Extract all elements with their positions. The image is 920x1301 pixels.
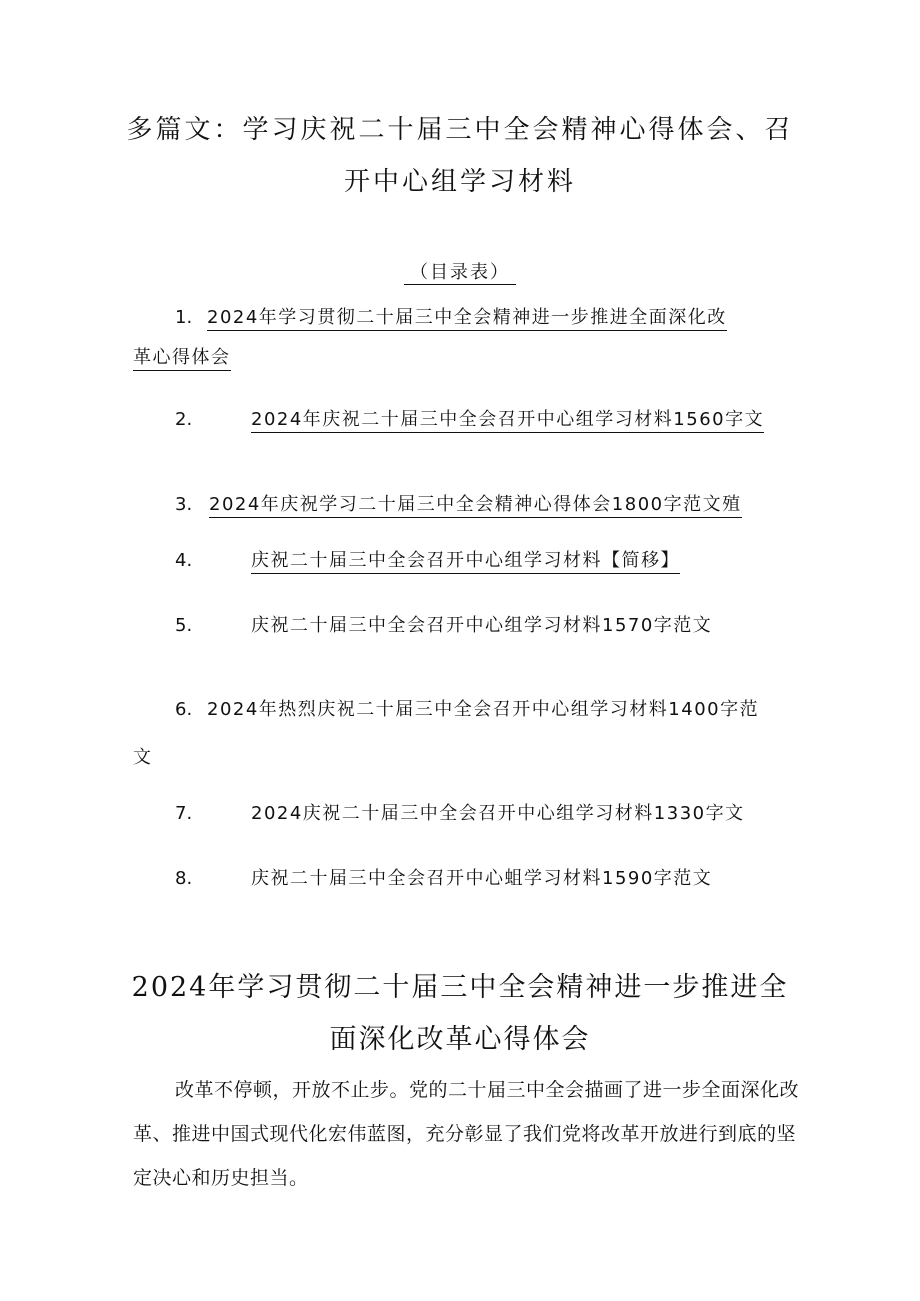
toc-item-number: 7.: [175, 803, 193, 824]
toc-item-title: 庆祝二十届三中全会召开中心蛆学习材料1590字范文: [251, 868, 713, 889]
document-title: [120, 104, 800, 208]
toc-item-number: 5.: [175, 615, 193, 636]
toc-item-title[interactable]: 庆祝二十届三中全会召开中心组学习材料【简移】: [251, 550, 680, 574]
toc-item-5: [133, 604, 793, 648]
toc-item-2[interactable]: [133, 398, 793, 442]
toc-heading-text: （目录表）: [404, 262, 516, 285]
article-title: [110, 962, 810, 1066]
toc-item-8: [133, 857, 793, 901]
toc-item-number: 2.: [175, 409, 193, 430]
article-title-line-1: 2024年学习贯彻二十届三中全会精神进一步推进全: [131, 972, 789, 1003]
toc-item-1[interactable]: [133, 296, 793, 380]
toc-item-7: [133, 792, 793, 836]
toc-item-number: 3.: [175, 494, 193, 515]
toc-item-3[interactable]: [133, 483, 793, 527]
toc-item-number: 4.: [175, 550, 193, 571]
toc-item-number: 6.: [175, 699, 193, 720]
toc-item-4[interactable]: [133, 539, 793, 583]
toc-item-6: [133, 688, 793, 780]
document-title-line-2: 开中心组学习材料: [343, 167, 576, 197]
toc-item-title: 2024年热烈庆祝二十届三中全会召开中心组学习材料1400字范: [207, 699, 760, 720]
toc-item-title[interactable]: 2024年庆祝学习二十届三中全会精神心得体会1800字范文殖: [209, 494, 742, 518]
document-title-line-1: 多篇文：学习庆祝二十届三中全会精神心得体会、召: [126, 115, 794, 145]
toc-item-title[interactable]: 2024年庆祝二十届三中全会召开中心组学习材料1560字文: [251, 409, 764, 433]
article-paragraph: 改革不停顿，开放不止步。党的二十届三中全会描画了进一步全面深化改革、推进中国式现代化宏伟蓝图，充分彰显了我们党将改革开放进行到底的坚定决心和历史担当。: [133, 1079, 800, 1189]
toc-item-title-continued[interactable]: 革心得体会: [133, 347, 231, 371]
toc-item-title: 2024庆祝二十届三中全会召开中心组学习材料1330字文: [251, 803, 745, 824]
article-title-line-2: 面深化改革心得体会: [329, 1024, 591, 1055]
toc-item-number: 8.: [175, 868, 193, 889]
toc-item-title: 庆祝二十届三中全会召开中心组学习材料1570字范文: [251, 615, 713, 636]
toc-item-title-continued: 文: [133, 747, 153, 768]
toc-heading: [0, 258, 920, 284]
toc-item-number: 1.: [175, 307, 193, 328]
toc-item-title[interactable]: 2024年学习贯彻二十届三中全会精神进一步推进全面深化改: [207, 307, 727, 331]
